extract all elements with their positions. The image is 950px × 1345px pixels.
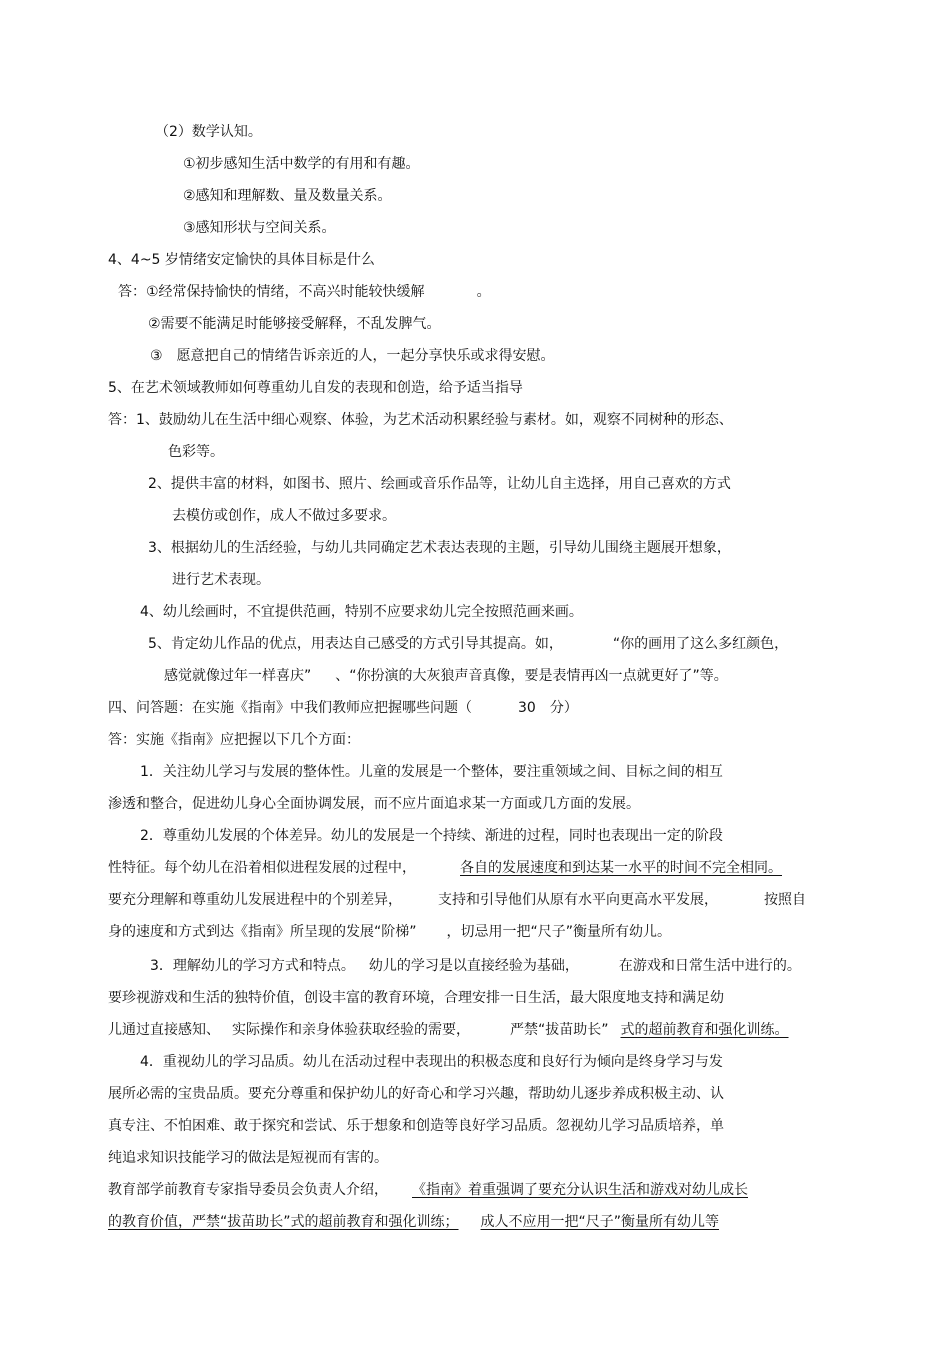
part-4-title [108, 698, 578, 718]
answer-5-point-4: 4、幼儿绘画时，不宜提供范画，特别不应要求幼儿完全按照范画来画。 [140, 604, 583, 620]
point-2-line-4 [108, 922, 671, 942]
point-2-line-3 [108, 890, 806, 910]
point-3-line-2: 要珍视游戏和生活的独特价值，创设丰富的教育环境，合理安排一日生活，最大限度地支持和满足幼 [108, 990, 724, 1006]
answer-5-point-3: 3、根据幼儿的生活经验，与幼儿共同确定艺术表达表现的主题，引导幼儿围绕主题展开想象， [148, 540, 731, 556]
answer-5-quote-2: 、“你扮演的大灰狼声音真像，要是表情再凶一点就更好了”等。 [335, 668, 728, 684]
point-2-underlined: 各自的发展速度和到达某一水平的时间不完全相同。 [460, 860, 782, 876]
point-2-line-1: 2．尊重幼儿发展的个体差异。幼儿的发展是一个持续、渐进的过程，同时也表现出一定的阶段 [140, 828, 723, 844]
point-2-text: 身的速度和方式到达《指南》所呈现的发展“阶梯” [108, 924, 417, 940]
closing-line-1 [108, 1180, 748, 1200]
point-2-text: ，切忌用一把“尺子”衡量所有幼儿。 [446, 924, 672, 940]
point-1-line-1: 1．关注幼儿学习与发展的整体性。儿童的发展是一个整体，要注重领域之间、目标之间的相互 [140, 764, 723, 780]
point-3-text: 严禁“拔苗助长” [510, 1022, 609, 1038]
point-2-text: 支持和引导他们从原有水平向更高水平发展， [438, 892, 718, 908]
part-4-answer-intro: 答：实施《指南》应把握以下几个方面： [108, 732, 360, 748]
closing-line-2 [108, 1212, 719, 1232]
answer-5-point-3-cont: 进行艺术表现。 [172, 572, 270, 588]
closing-underlined: 的教育价值，严禁“拔苗助长”式的超前教育和强化训练； [108, 1214, 459, 1230]
point-3-line-1 [150, 956, 801, 976]
answer-5-point-2-cont: 去模仿或创作，成人不做过多要求。 [172, 508, 396, 524]
closing-text: 教育部学前教育专家指导委员会负责人介绍， [108, 1182, 388, 1198]
point-3-heading: 3．理解幼儿的学习方式和特点。 [150, 958, 355, 974]
list-item: ③感知形状与空间关系。 [183, 220, 336, 236]
question-4: 4、4~5 岁情绪安定愉快的具体目标是什么 [108, 252, 375, 268]
point-4-line-3: 真专注、不怕困难、敢于探究和尝试、乐于想象和创造等良好学习品质。忽视幼儿学习品质培养，单 [108, 1118, 724, 1134]
answer-5-point-5-text: 5、肯定幼儿作品的优点，用表达自己感受的方式引导其提高。如， [148, 636, 563, 652]
part-4-title-text: 四、问答题：在实施《指南》中我们教师应把握哪些问题（ [108, 700, 472, 716]
point-2-line-2 [108, 858, 782, 878]
answer-5-point-1: 答：1、鼓励幼儿在生活中细心观察、体验，为艺术活动积累经验与素材。如，观察不同树种的形态、 [108, 412, 733, 428]
point-3-text: 儿通过直接感知、 [108, 1022, 220, 1038]
answer-4-line-1 [118, 282, 491, 302]
closing-underlined: 成人不应用一把“尺子”衡量所有幼儿等 [480, 1214, 720, 1230]
answer-5-quote-1-end: 感觉就像过年一样喜庆” [164, 668, 312, 684]
list-item: ②感知和理解数、量及数量关系。 [183, 188, 392, 204]
point-3-text: 幼儿的学习是以直接经验为基础， [368, 958, 579, 974]
answer-4-period: 。 [476, 284, 491, 300]
point-4-line-1: 4．重视幼儿的学习品质。幼儿在活动过程中表现出的积极态度和良好行为倾向是终身学习与发 [140, 1054, 723, 1070]
answer-5-point-1-cont: 色彩等。 [168, 444, 224, 460]
point-4-line-4: 纯追求知识技能学习的做法是短视而有害的。 [108, 1150, 388, 1166]
point-3-text: 实际操作和亲身体验获取经验的需要， [232, 1022, 470, 1038]
answer-5-point-2: 2、提供丰富的材料，如图书、照片、绘画或音乐作品等，让幼儿自主选择，用自己喜欢的方式 [148, 476, 731, 492]
point-2-text: 按照自 [764, 892, 806, 908]
subsection-heading: （2）数学认知。 [155, 124, 262, 140]
closing-underlined: 《指南》着重强调了要充分认识生活和游戏对幼儿成长 [412, 1182, 748, 1198]
part-4-score: 30 分） [518, 700, 578, 716]
point-2-text: 要充分理解和尊重幼儿发展进程中的个别差异， [108, 892, 402, 908]
point-2-text: 性特征。每个幼儿在沿着相似进程发展的过程中， [108, 860, 416, 876]
question-5: 5、在艺术领域教师如何尊重幼儿自发的表现和创造，给予适当指导 [108, 380, 523, 396]
answer-4-item-1: 答：①经常保持愉快的情绪，不高兴时能较快缓解 [118, 284, 425, 300]
answer-5-quote-1: “你的画用了这么多红颜色， [612, 636, 789, 652]
list-item: ①初步感知生活中数学的有用和有趣。 [183, 156, 420, 172]
point-3-underlined: 式的超前教育和强化训练。 [620, 1022, 789, 1038]
point-3-line-3 [108, 1020, 789, 1040]
answer-5-point-5 [148, 634, 788, 654]
point-4-line-2: 展所必需的宝贵品质。要充分尊重和保护幼儿的好奇心和学习兴趣，帮助幼儿逐步养成积极主动、认 [108, 1086, 724, 1102]
answer-4-item-3: ③ 愿意把自己的情绪告诉亲近的人，一起分享快乐或求得安慰。 [150, 348, 555, 364]
point-1-line-2: 渗透和整合，促进幼儿身心全面协调发展，而不应片面追求某一方面或几方面的发展。 [108, 796, 640, 812]
point-3-text: 在游戏和日常生活中进行的。 [618, 958, 801, 974]
answer-4-item-2: ②需要不能满足时能够接受解释，不乱发脾气。 [148, 316, 441, 332]
answer-5-point-5-cont [164, 666, 728, 686]
